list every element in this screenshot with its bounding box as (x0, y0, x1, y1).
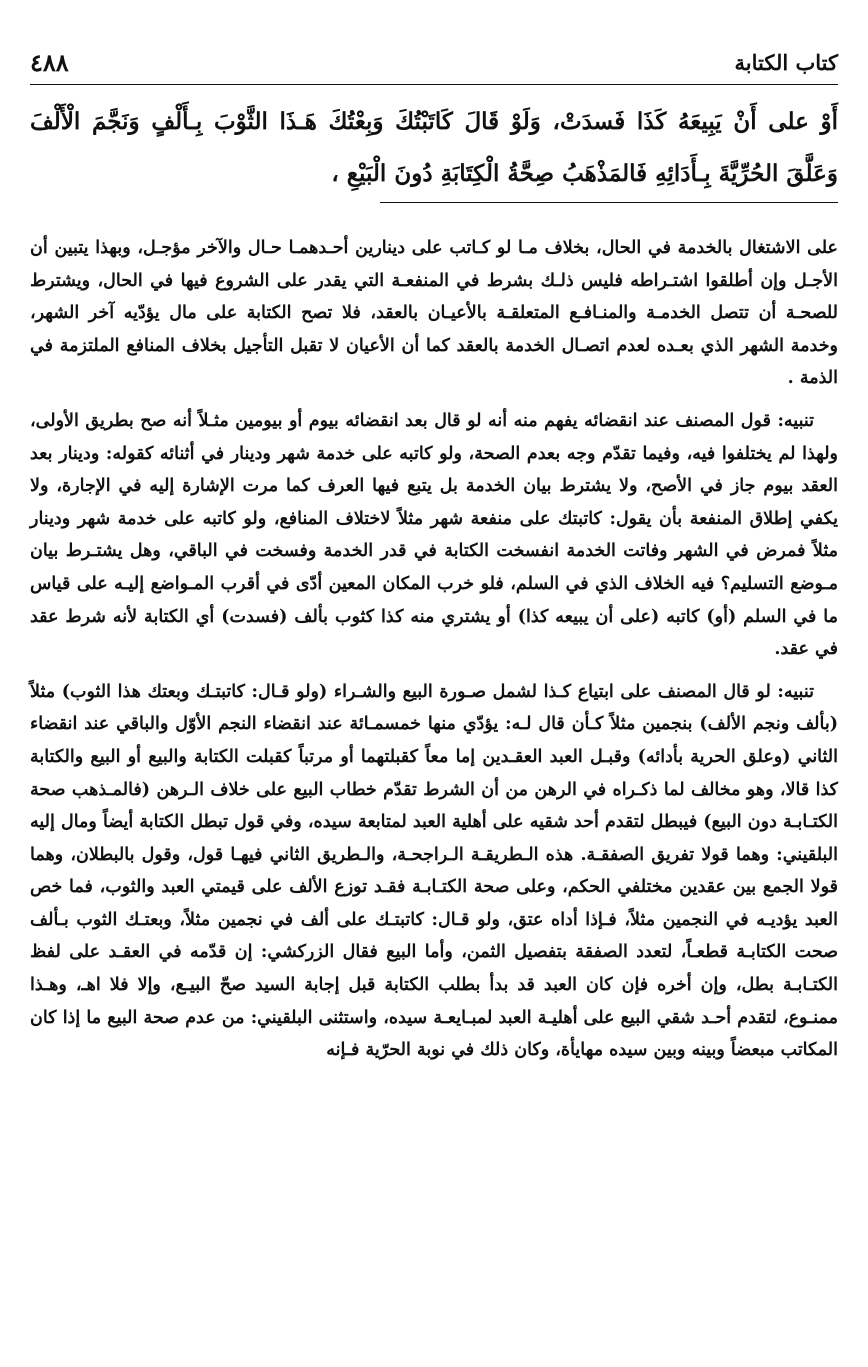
book-title: كتاب الكتابة (734, 49, 838, 75)
header-divider (30, 84, 838, 85)
commentary-paragraph: تنبيه: لو قال المصنف على ابتياع كـذا لشمل صـورة البيع والشـراء (ولو قـال: كاتبتـك وبعتك هذا الثوب) مثلاً (بألف ونجم الألف) بنجمين مثلاً كـأن قال لـه: يؤدّي منها خمسمـائة عند انقضاء النجم الأوّل والباقي عند انقضاء الثاني (وعلق الحرية بأدائه) وقبـل العبد العقـدين إما معاً كقبلتهما أو مرتباً كقبلت الكتابة والبيع أو البيع والكتابة كذا قالا، وهو مخالف لما ذكـراه في الرهن من أن الشرط تقدّم خطاب البيع على خلاف الـرهن (فالمـذهب صحة الكتـابـة دون البيع) فيبطل لتقدم أحد شقيه على أهلية العبد لمتابعة سيده، وفي قول تبطل الكتابة أيضاً ومال إليه البلقيني: وهما قولا تفريق الصفقـة. هذه الـطريقـة الـراجحـة، والـطريق الثاني فيهـا قول، وقول بالبطلان، وهما قولا الجمع بين عقدين مختلفي الحكم، وعلى صحة الكتـابـة فقـد توزع الألف على قيمتي العبد والثوب، فما خص العبد يؤديـه في النجمين مثلاً، فـإذا أداه عتق، ولو قـال: كاتبتـك على ألف في نجمين مثلاً، وبعتـك الثوب بـألف صحت الكتابـة قطعـاً، لتعدد الصفقة بتفصيل الثمن، وأما البيع فقال الزركشي: إن قدّمه في العقـد على لفظ الكتـابـة بطل، وإن أخره فإن كان العبد قد بدأ بطلب الكتابة قبل إجابة السيد صحّ البيـع، وإلا فلا اهـ، وهـذا ممنـوع، لتقدم أحـد شقي البيع على أهليـة العبد لمبـايعـة سيده، واستثنى البلقيني: من عدم صحة البيع ما إذا كان المكاتب مبعضاً وبينه وبين سيده مهايأة، وكان ذلك في نوبة الحرّية فـإنه (30, 681, 838, 1061)
commentary (30, 232, 838, 1077)
commentary-paragraph: على الاشتغال بالخدمة في الحال، بخلاف مـا لو كـاتب على دينارين أحـدهمـا حـال والآخر مؤجـل، وبهذا يتبين أن الأجـل وإن أطلقوا اشتـراطه فليس ذلـك بشرط في المنفعـة التي يقدر على الشروع فيها في الحال، ويشترط للصحـة أن تتصل الخدمـة والمنـافـع المتعلقـة بالأعيـان بالعقد، فلا تصح الكتابة على مال يؤدّيه آخر الشهر، وخدمة الشهر الذي بعـده لعدم اتصـال الخدمة بالعقد كما أن الأعيان لا تقبل التأجيل بخلاف المنافع الملتزمة في الذمة . (30, 238, 838, 389)
commentary-paragraph: تنبيه: قول المصنف عند انقضائه يفهم منه أنه لو قال بعد انقضائه بيوم أو بيومين مثـلاً أنه صح بطريق الأولى، ولهذا لم يختلفوا فيه، وفيما تقدّم وجه بعدم الصحة، ولو كاتبه على خدمة شهر ودينار في أثنائه كقوله: ودينار بعد العقد بيوم جاز في الأصح، ولا يشترط بيان الخدمة بل يتبع فيها العرف كما مرت الإشارة إليه في الإجارة، ولا يكفي إطلاق المنفعة بأن يقول: كاتبتك على منفعة شهر مثلاً لاختلاف المنافع، ولو كاتبه على خدمة شهر ودينار مثلاً فمرض في الشهر وفاتت الخدمة انفسخت الكتابة في قدر الخدمة وفسخت في الباقي، وهل يشتـرط بيان مـوضع التسليم؟ فيه الخلاف الذي في السلم، فلو خرب المكان المعين أدّى في أقرب المـواضع إليـه على قياس ما في السلم (أو) كاتبه (على أن يبيعه كذا) أو يشتري منه كذا كثوب بألف (فسدت) أي الكتابة لأنه شرط عقد في عقد. (30, 410, 838, 660)
page-number: ٤٨٨ (30, 47, 69, 77)
main-text-divider (380, 202, 838, 203)
page-header (30, 44, 838, 80)
main-text: أَوْ على أَنْ يَبِيعَهُ كَذَا فَسدَتْ، وَلَوْ قَالَ كَاتَبْتُكَ وَبِعْتُكَ هَـذَا الثَّوْبَ بِـأَلْفٍ وَنَجَّمَ الْأَلْفَ وَعَلَّقَ الحُرِّيَّةَ بِـأَدَائِهِ فَالمَذْهَبُ صِحَّةُ الْكِتَابَةِ دُونَ الْبَيْعِ ، (30, 108, 838, 187)
